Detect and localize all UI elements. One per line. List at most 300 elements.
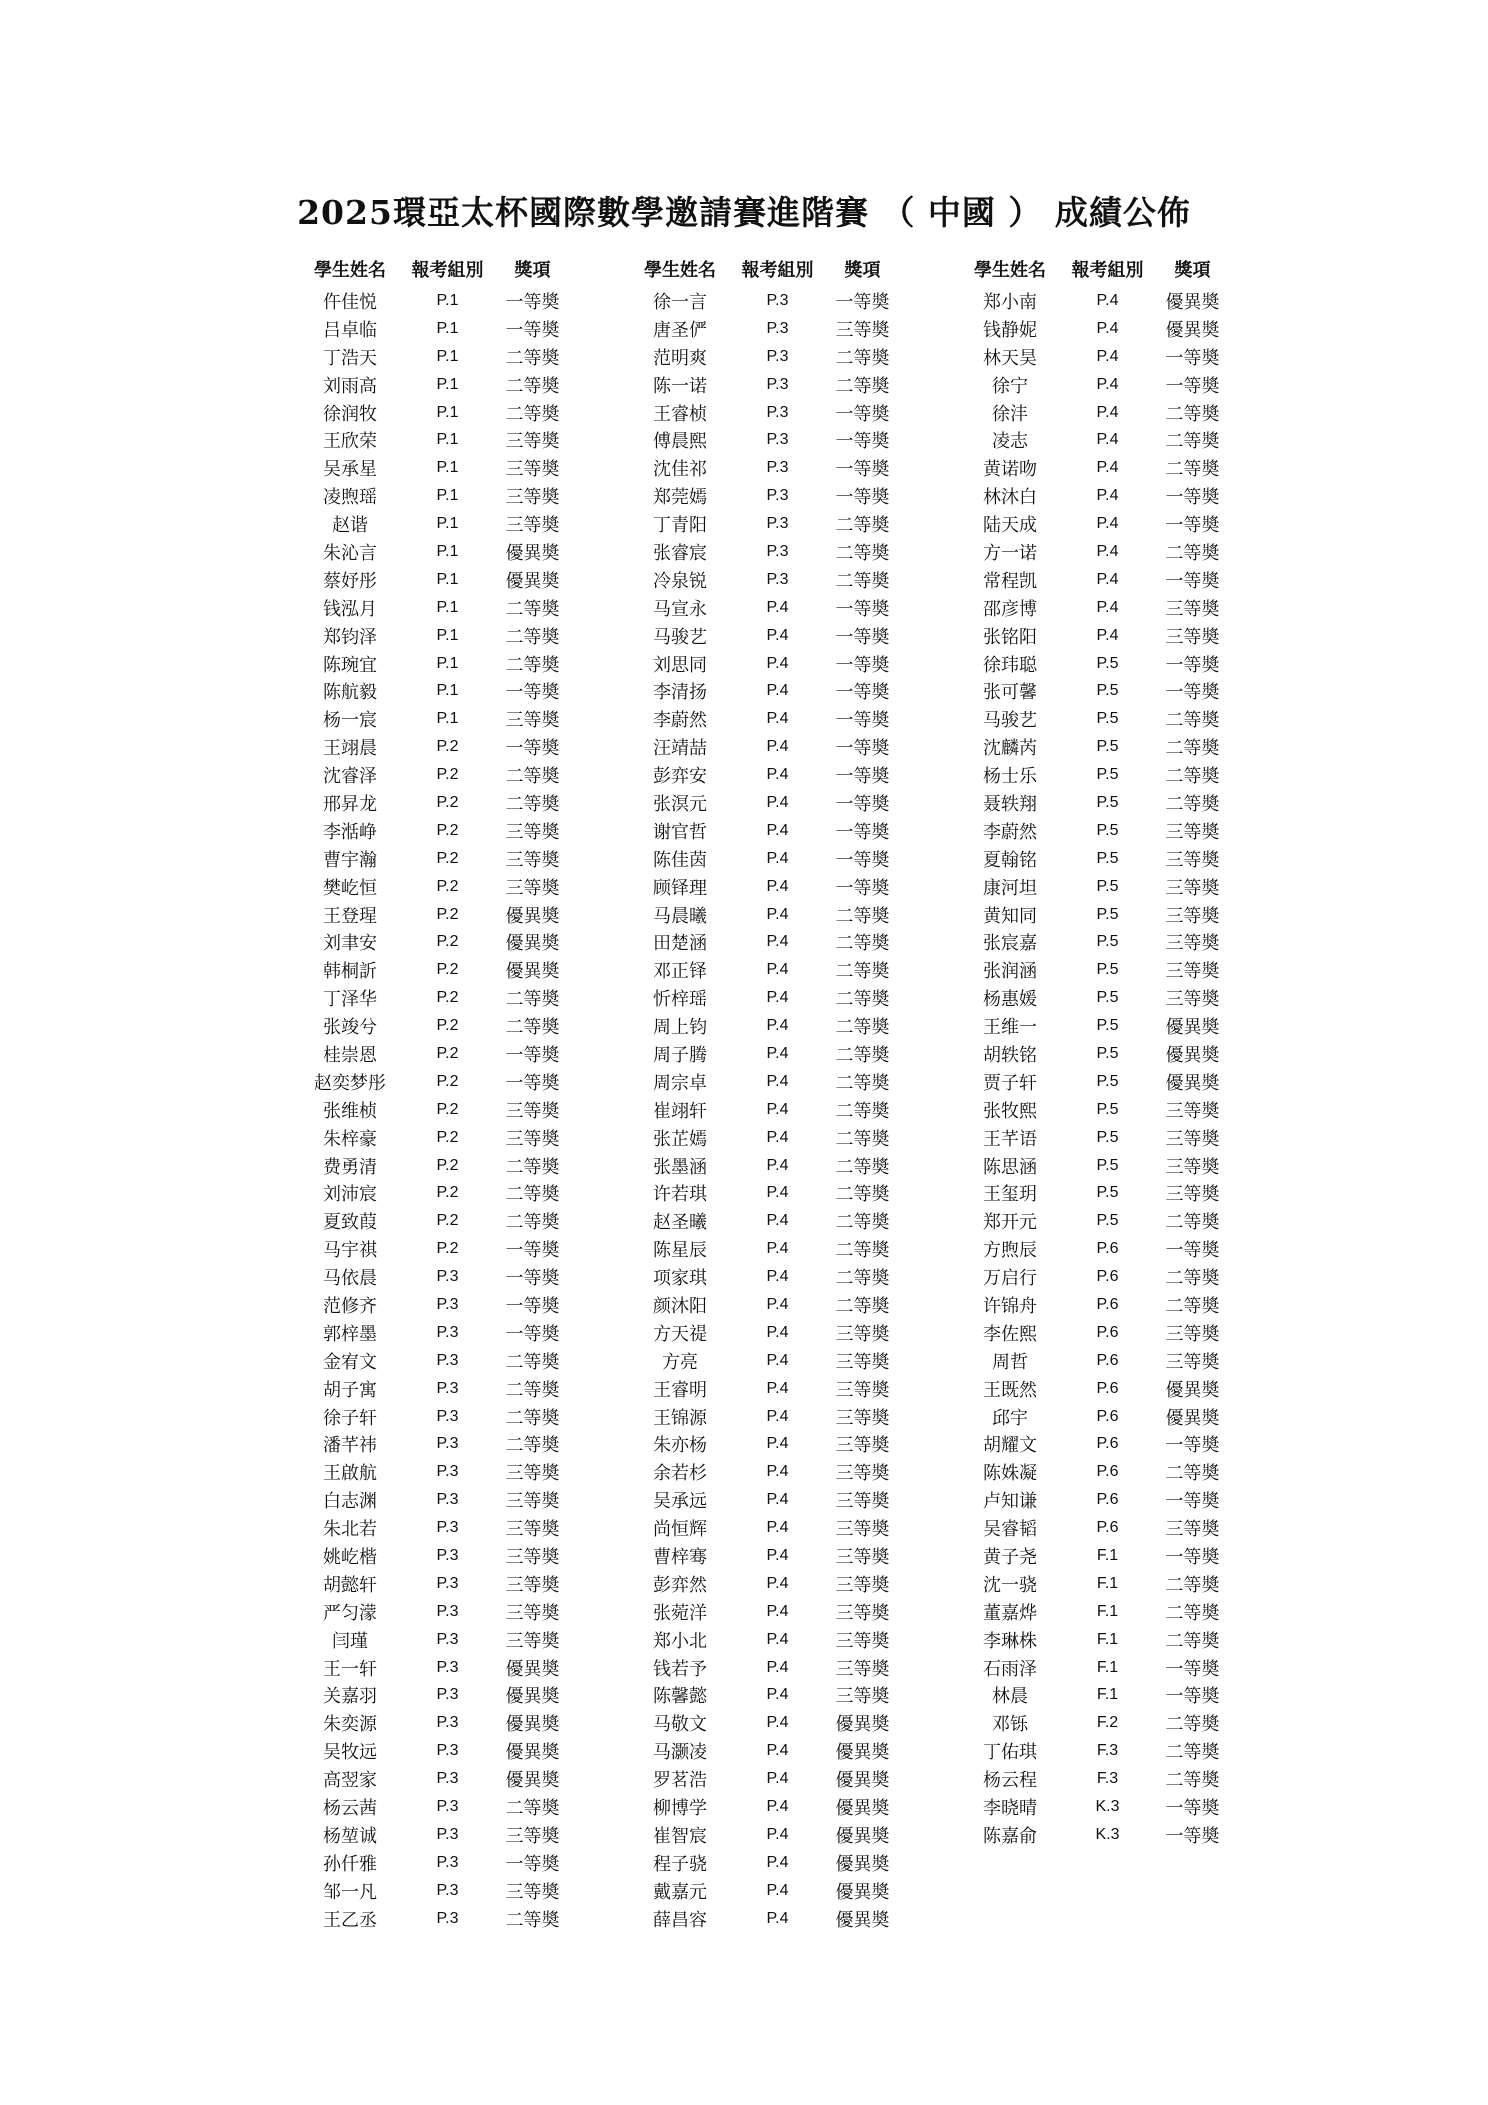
student-name: 丁浩天: [323, 347, 377, 369]
exam-group: P.6: [1096, 1435, 1119, 1453]
table-row: [950, 1263, 1310, 1291]
award: 三等奬: [505, 431, 560, 453]
award: 二等奬: [1165, 403, 1220, 425]
student-name: 薛昌容: [653, 1909, 707, 1931]
student-name: 蔡妤彤: [323, 570, 377, 592]
award: 二等奬: [505, 1379, 560, 1401]
student-name: 刘思同: [653, 654, 707, 676]
award: 一等奬: [505, 738, 560, 760]
exam-group: P.4: [766, 710, 789, 728]
exam-group: P.4: [766, 821, 789, 839]
award: 一等奬: [505, 1296, 560, 1317]
award: 三等奬: [505, 515, 560, 537]
exam-group: P.1: [436, 598, 459, 616]
student-name: 张可馨: [983, 682, 1037, 704]
exam-group: P.3: [436, 1296, 459, 1313]
table-row: [620, 1598, 980, 1626]
table-row: [950, 1737, 1310, 1765]
student-name: 邢昇龙: [323, 793, 377, 815]
exam-group: P.2: [436, 1128, 459, 1146]
table-row: [620, 1235, 980, 1263]
column-header: [620, 255, 980, 283]
exam-group: P.1: [436, 487, 459, 505]
award: 三等奬: [505, 1547, 560, 1569]
exam-group: P.2: [436, 1017, 459, 1035]
student-name: 郑莞嫣: [653, 487, 707, 509]
table-row: [620, 1682, 980, 1710]
exam-group: P.4: [766, 1574, 789, 1592]
student-name: 邓正铎: [653, 961, 707, 983]
award: 二等奬: [1165, 766, 1220, 788]
table-row: [620, 845, 980, 873]
award: 二等奬: [835, 1156, 890, 1178]
award: 二等奬: [1165, 1268, 1220, 1290]
table-row: [950, 343, 1310, 371]
student-name: 范修齐: [323, 1296, 377, 1317]
table-row: [950, 1375, 1310, 1403]
award: 一等奬: [1165, 1658, 1220, 1680]
award: 優異奬: [505, 905, 560, 927]
award: 二等奬: [1165, 1770, 1220, 1792]
award: 二等奬: [835, 1017, 890, 1039]
award: 二等奬: [505, 347, 560, 369]
table-row: [950, 845, 1310, 873]
table-row: [290, 1235, 650, 1263]
table-row: [620, 1709, 980, 1737]
award: 一等奬: [505, 1853, 560, 1875]
award: 一等奬: [505, 1268, 560, 1290]
award: 二等奬: [835, 375, 890, 397]
table-row: [290, 1905, 650, 1933]
exam-group: P.3: [436, 1351, 459, 1369]
page-title: 2025環亞太杯國際數學邀請賽進階賽 （ 中國 ） 成績公佈: [297, 193, 1191, 232]
student-name: 王睿明: [653, 1379, 707, 1401]
student-name: 桂崇恩: [323, 1044, 377, 1066]
award: 三等奬: [505, 459, 560, 481]
table-row: [290, 538, 650, 566]
student-name: 李蔚然: [653, 710, 707, 732]
exam-group: P.1: [436, 403, 459, 421]
table-row: [620, 1793, 980, 1821]
student-name: 沈一骁: [983, 1574, 1037, 1596]
table-row: [950, 454, 1310, 482]
student-name: 沈麟芮: [983, 738, 1037, 760]
student-name: 杨堃诚: [323, 1825, 377, 1847]
exam-group: P.3: [436, 1770, 459, 1788]
exam-group: P.3: [766, 487, 789, 505]
table-row: [290, 454, 650, 482]
table-row: [950, 1570, 1310, 1598]
award: 二等奬: [835, 933, 890, 955]
exam-group: P.3: [436, 1853, 459, 1871]
award: 一等奬: [1165, 1491, 1220, 1513]
student-name: 张竣兮: [323, 1017, 377, 1039]
student-name: 李佐熙: [983, 1323, 1037, 1345]
exam-group: P.4: [766, 905, 789, 923]
award: 一等奬: [835, 403, 890, 425]
student-name: 马宇祺: [323, 1240, 377, 1262]
table-row: [290, 1849, 650, 1877]
exam-group: P.4: [766, 1351, 789, 1369]
exam-group: P.4: [766, 1742, 789, 1760]
exam-group: P.4: [766, 654, 789, 672]
student-name: 胡懿轩: [323, 1574, 377, 1596]
student-name: 陈姝凝: [983, 1463, 1037, 1485]
student-name: 王翊晨: [323, 738, 377, 760]
award: 三等奬: [835, 1547, 890, 1569]
table-row: [620, 454, 980, 482]
table-row: [290, 399, 650, 427]
exam-group: P.4: [1096, 570, 1119, 588]
table-row: [950, 538, 1310, 566]
student-name: 林晨: [992, 1686, 1028, 1708]
award: 三等奬: [835, 1463, 890, 1485]
award: 二等奬: [505, 654, 560, 676]
award: 一等奬: [835, 710, 890, 732]
exam-group: P.2: [436, 877, 459, 895]
student-name: 夏致葭: [323, 1212, 377, 1234]
student-name: 杨惠媛: [983, 989, 1037, 1011]
exam-group: P.4: [1096, 347, 1119, 365]
exam-group: P.4: [1096, 375, 1119, 393]
table-row: [620, 956, 980, 984]
exam-group: P.2: [436, 849, 459, 867]
exam-group: P.5: [1096, 1072, 1119, 1090]
table-row: [950, 1319, 1310, 1347]
student-name: 马敬文: [653, 1714, 707, 1736]
exam-group: F.1: [1096, 1574, 1119, 1592]
student-name: 朱北若: [323, 1519, 377, 1541]
table-row: [290, 510, 650, 538]
award: 三等奬: [835, 1435, 890, 1457]
award: 二等奬: [505, 1351, 560, 1373]
exam-group: P.3: [436, 1435, 459, 1453]
table-row: [620, 1431, 980, 1459]
award: 三等奬: [505, 1881, 560, 1903]
student-name: 韩桐訢: [323, 961, 377, 983]
student-name: 胡子寓: [323, 1379, 377, 1401]
award: 一等奬: [505, 291, 560, 313]
exam-group: P.4: [766, 793, 789, 811]
student-name: 姚屹楷: [323, 1547, 377, 1569]
award: 優異奬: [505, 1770, 560, 1792]
exam-group: P.4: [1096, 319, 1119, 337]
student-name: 尚恒辉: [653, 1519, 707, 1541]
award: 三等奬: [1165, 905, 1220, 927]
table-row: [620, 510, 980, 538]
student-name: 方一诺: [983, 542, 1037, 564]
table-row: [950, 1542, 1310, 1570]
table-row: [950, 677, 1310, 705]
student-name: 朱奕源: [323, 1714, 377, 1736]
student-name: 沈睿泽: [323, 766, 377, 788]
table-row: [290, 1347, 650, 1375]
award: 二等奬: [505, 626, 560, 648]
student-name: 高翌家: [323, 1770, 377, 1792]
award: 二等奬: [835, 1184, 890, 1206]
header-group: 報考組別: [1071, 260, 1144, 281]
award: 三等奬: [1165, 1519, 1220, 1541]
exam-group: P.1: [436, 710, 459, 728]
exam-group: P.4: [766, 1770, 789, 1788]
award: 優異奬: [1165, 1407, 1220, 1429]
award: 一等奬: [505, 1072, 560, 1094]
table-row: [290, 1737, 650, 1765]
student-name: 王啟航: [323, 1463, 377, 1485]
student-name: 朱亦杨: [653, 1435, 707, 1457]
student-name: 樊屹恒: [323, 877, 377, 899]
award: 二等奬: [1165, 1212, 1220, 1234]
award: 三等奬: [505, 1491, 560, 1513]
student-name: 聂轶翔: [983, 793, 1037, 815]
award: 三等奬: [835, 1574, 890, 1596]
exam-group: P.6: [1096, 1323, 1119, 1341]
table-row: [950, 1486, 1310, 1514]
student-name: 钱若予: [653, 1658, 707, 1680]
award: 三等奬: [1165, 626, 1220, 648]
results-column-3: [950, 255, 1310, 1849]
award: 優異奬: [1165, 291, 1220, 313]
student-name: 王芊语: [983, 1128, 1037, 1150]
table-row: [620, 622, 980, 650]
student-name: 方煦辰: [983, 1240, 1037, 1262]
table-row: [620, 733, 980, 761]
column-header: [290, 255, 650, 283]
award: 一等奬: [835, 459, 890, 481]
exam-group: P.3: [766, 291, 789, 309]
student-name: 黄诺吻: [983, 459, 1037, 481]
award: 一等奬: [505, 1323, 560, 1345]
award: 二等奬: [835, 347, 890, 369]
student-name: 胡耀文: [983, 1435, 1037, 1457]
award: 優異奬: [1165, 1044, 1220, 1066]
exam-group: P.4: [766, 1044, 789, 1062]
table-row: [290, 1821, 650, 1849]
table-row: [290, 622, 650, 650]
award: 三等奬: [1165, 849, 1220, 871]
student-name: 吴承星: [323, 459, 377, 481]
table-row: [620, 1765, 980, 1793]
table-row: [950, 1458, 1310, 1486]
table-row: [620, 1291, 980, 1319]
table-row: [620, 343, 980, 371]
award: 三等奬: [835, 1379, 890, 1401]
award: 二等奬: [1165, 1742, 1220, 1764]
exam-group: P.3: [436, 1463, 459, 1481]
award: 一等奬: [835, 877, 890, 899]
exam-group: P.2: [436, 1072, 459, 1090]
student-name: 康河坦: [983, 877, 1037, 899]
exam-group: P.1: [436, 375, 459, 393]
award: 一等奬: [835, 487, 890, 509]
header-name: 學生姓名: [974, 260, 1046, 281]
table-row: [950, 1012, 1310, 1040]
award: 一等奬: [1165, 1240, 1220, 1262]
student-name: 邓铄: [992, 1714, 1028, 1736]
student-name: 胡轶铭: [983, 1044, 1037, 1066]
table-row: [950, 873, 1310, 901]
table-row: [620, 1068, 980, 1096]
table-row: [950, 761, 1310, 789]
student-name: 常程凯: [983, 570, 1037, 592]
award: 三等奬: [505, 487, 560, 509]
award: 二等奬: [505, 1435, 560, 1457]
student-name: 张墨涵: [653, 1156, 707, 1178]
student-name: 马骏艺: [983, 710, 1037, 732]
table-row: [950, 928, 1310, 956]
award: 三等奬: [1165, 1100, 1220, 1122]
column-header: [950, 255, 1310, 283]
table-row: [290, 650, 650, 678]
exam-group: P.3: [436, 1909, 459, 1927]
award: 二等奬: [835, 1044, 890, 1066]
table-row: [290, 873, 650, 901]
award: 二等奬: [505, 1407, 560, 1429]
award: 三等奬: [1165, 821, 1220, 843]
student-name: 戴嘉元: [653, 1881, 707, 1903]
table-row: [290, 1682, 650, 1710]
exam-group: P.3: [436, 1714, 459, 1732]
table-row: [290, 1124, 650, 1152]
exam-group: P.4: [766, 1184, 789, 1202]
exam-group: P.1: [436, 626, 459, 644]
award: 優異奬: [1165, 1379, 1220, 1401]
student-name: 林天昊: [983, 347, 1037, 369]
exam-group: P.3: [436, 1602, 459, 1620]
student-name: 张芷嫣: [653, 1128, 707, 1150]
exam-group: P.1: [436, 347, 459, 365]
award: 二等奬: [835, 1100, 890, 1122]
exam-group: P.3: [436, 1491, 459, 1509]
student-name: 陈馨懿: [653, 1686, 707, 1708]
student-name: 田楚涵: [653, 933, 707, 955]
table-row: [950, 1096, 1310, 1124]
exam-group: P.4: [766, 598, 789, 616]
exam-group: K.3: [1095, 1798, 1120, 1816]
exam-group: P.4: [766, 1853, 789, 1871]
award: 二等奬: [505, 598, 560, 620]
table-row: [620, 1124, 980, 1152]
award: 一等奬: [1165, 1825, 1220, 1847]
table-row: [950, 1068, 1310, 1096]
student-name: 王睿桢: [653, 403, 707, 425]
student-name: 闫瑾: [332, 1630, 368, 1652]
award: 三等奬: [835, 319, 890, 341]
award: 優異奬: [505, 542, 560, 564]
award: 一等奬: [835, 626, 890, 648]
student-name: 费勇清: [323, 1156, 377, 1178]
student-name: 杨士乐: [983, 766, 1037, 788]
exam-group: P.6: [1096, 1240, 1119, 1258]
award: 優異奬: [505, 961, 560, 983]
award: 二等奬: [1165, 459, 1220, 481]
award: 一等奬: [1165, 1547, 1220, 1569]
exam-group: P.5: [1096, 738, 1119, 756]
table-row: [290, 984, 650, 1012]
exam-group: P.2: [436, 766, 459, 784]
student-name: 仵佳悦: [323, 291, 377, 313]
student-name: 曹梓骞: [653, 1547, 707, 1569]
award: 一等奬: [1165, 682, 1220, 704]
table-row: [290, 1207, 650, 1235]
exam-group: P.4: [766, 1463, 789, 1481]
student-name: 张润涵: [983, 961, 1037, 983]
table-row: [620, 1486, 980, 1514]
student-name: 邱宇: [992, 1407, 1028, 1429]
exam-group: P.4: [766, 1658, 789, 1676]
table-row: [950, 1207, 1310, 1235]
exam-group: F.3: [1096, 1742, 1119, 1760]
exam-group: P.3: [436, 1881, 459, 1899]
exam-group: P.4: [766, 1156, 789, 1174]
award: 一等奬: [505, 1240, 560, 1262]
exam-group: P.4: [766, 1323, 789, 1341]
student-name: 陈思涵: [983, 1156, 1037, 1178]
award: 優異奬: [835, 1798, 890, 1820]
exam-group: P.3: [436, 1825, 459, 1843]
student-name: 王一轩: [323, 1658, 377, 1680]
student-name: 谢官哲: [653, 821, 707, 843]
table-row: [620, 1737, 980, 1765]
award: 二等奬: [1165, 710, 1220, 732]
student-name: 丁青阳: [653, 515, 707, 537]
exam-group: P.6: [1096, 1463, 1119, 1481]
student-name: 顾铎理: [653, 877, 707, 899]
table-row: [950, 705, 1310, 733]
table-row: [290, 845, 650, 873]
student-name: 张维桢: [323, 1100, 377, 1122]
exam-group: P.2: [436, 1156, 459, 1174]
award: 優異奬: [835, 1742, 890, 1764]
student-name: 张菀洋: [653, 1602, 707, 1624]
table-row: [290, 1458, 650, 1486]
table-row: [290, 1040, 650, 1068]
table-row: [620, 1821, 980, 1849]
table-row: [950, 1626, 1310, 1654]
table-row: [950, 1654, 1310, 1682]
exam-group: P.5: [1096, 1128, 1119, 1146]
table-row: [620, 677, 980, 705]
exam-group: P.5: [1096, 1156, 1119, 1174]
student-name: 钱泓月: [323, 598, 377, 620]
student-name: 金宥文: [323, 1351, 377, 1373]
exam-group: P.5: [1096, 961, 1119, 979]
table-row: [620, 1207, 980, 1235]
exam-group: P.3: [766, 431, 789, 449]
table-row: [620, 761, 980, 789]
exam-group: F.1: [1096, 1630, 1119, 1648]
exam-group: P.4: [766, 1072, 789, 1090]
table-row: [290, 1486, 650, 1514]
award: 二等奬: [1165, 793, 1220, 815]
exam-group: P.5: [1096, 849, 1119, 867]
exam-group: P.3: [766, 515, 789, 533]
student-name: 吴睿韬: [983, 1519, 1037, 1541]
exam-group: P.2: [436, 961, 459, 979]
table-row: [620, 901, 980, 929]
table-row: [950, 594, 1310, 622]
exam-group: P.4: [766, 877, 789, 895]
student-name: 赵奕梦彤: [314, 1072, 386, 1094]
table-row: [950, 1793, 1310, 1821]
award: 三等奬: [835, 1323, 890, 1345]
table-row: [290, 1096, 650, 1124]
exam-group: P.6: [1096, 1351, 1119, 1369]
exam-group: P.4: [766, 738, 789, 756]
award: 三等奬: [505, 1574, 560, 1596]
award: 一等奬: [1165, 1798, 1220, 1820]
award: 三等奬: [835, 1686, 890, 1708]
